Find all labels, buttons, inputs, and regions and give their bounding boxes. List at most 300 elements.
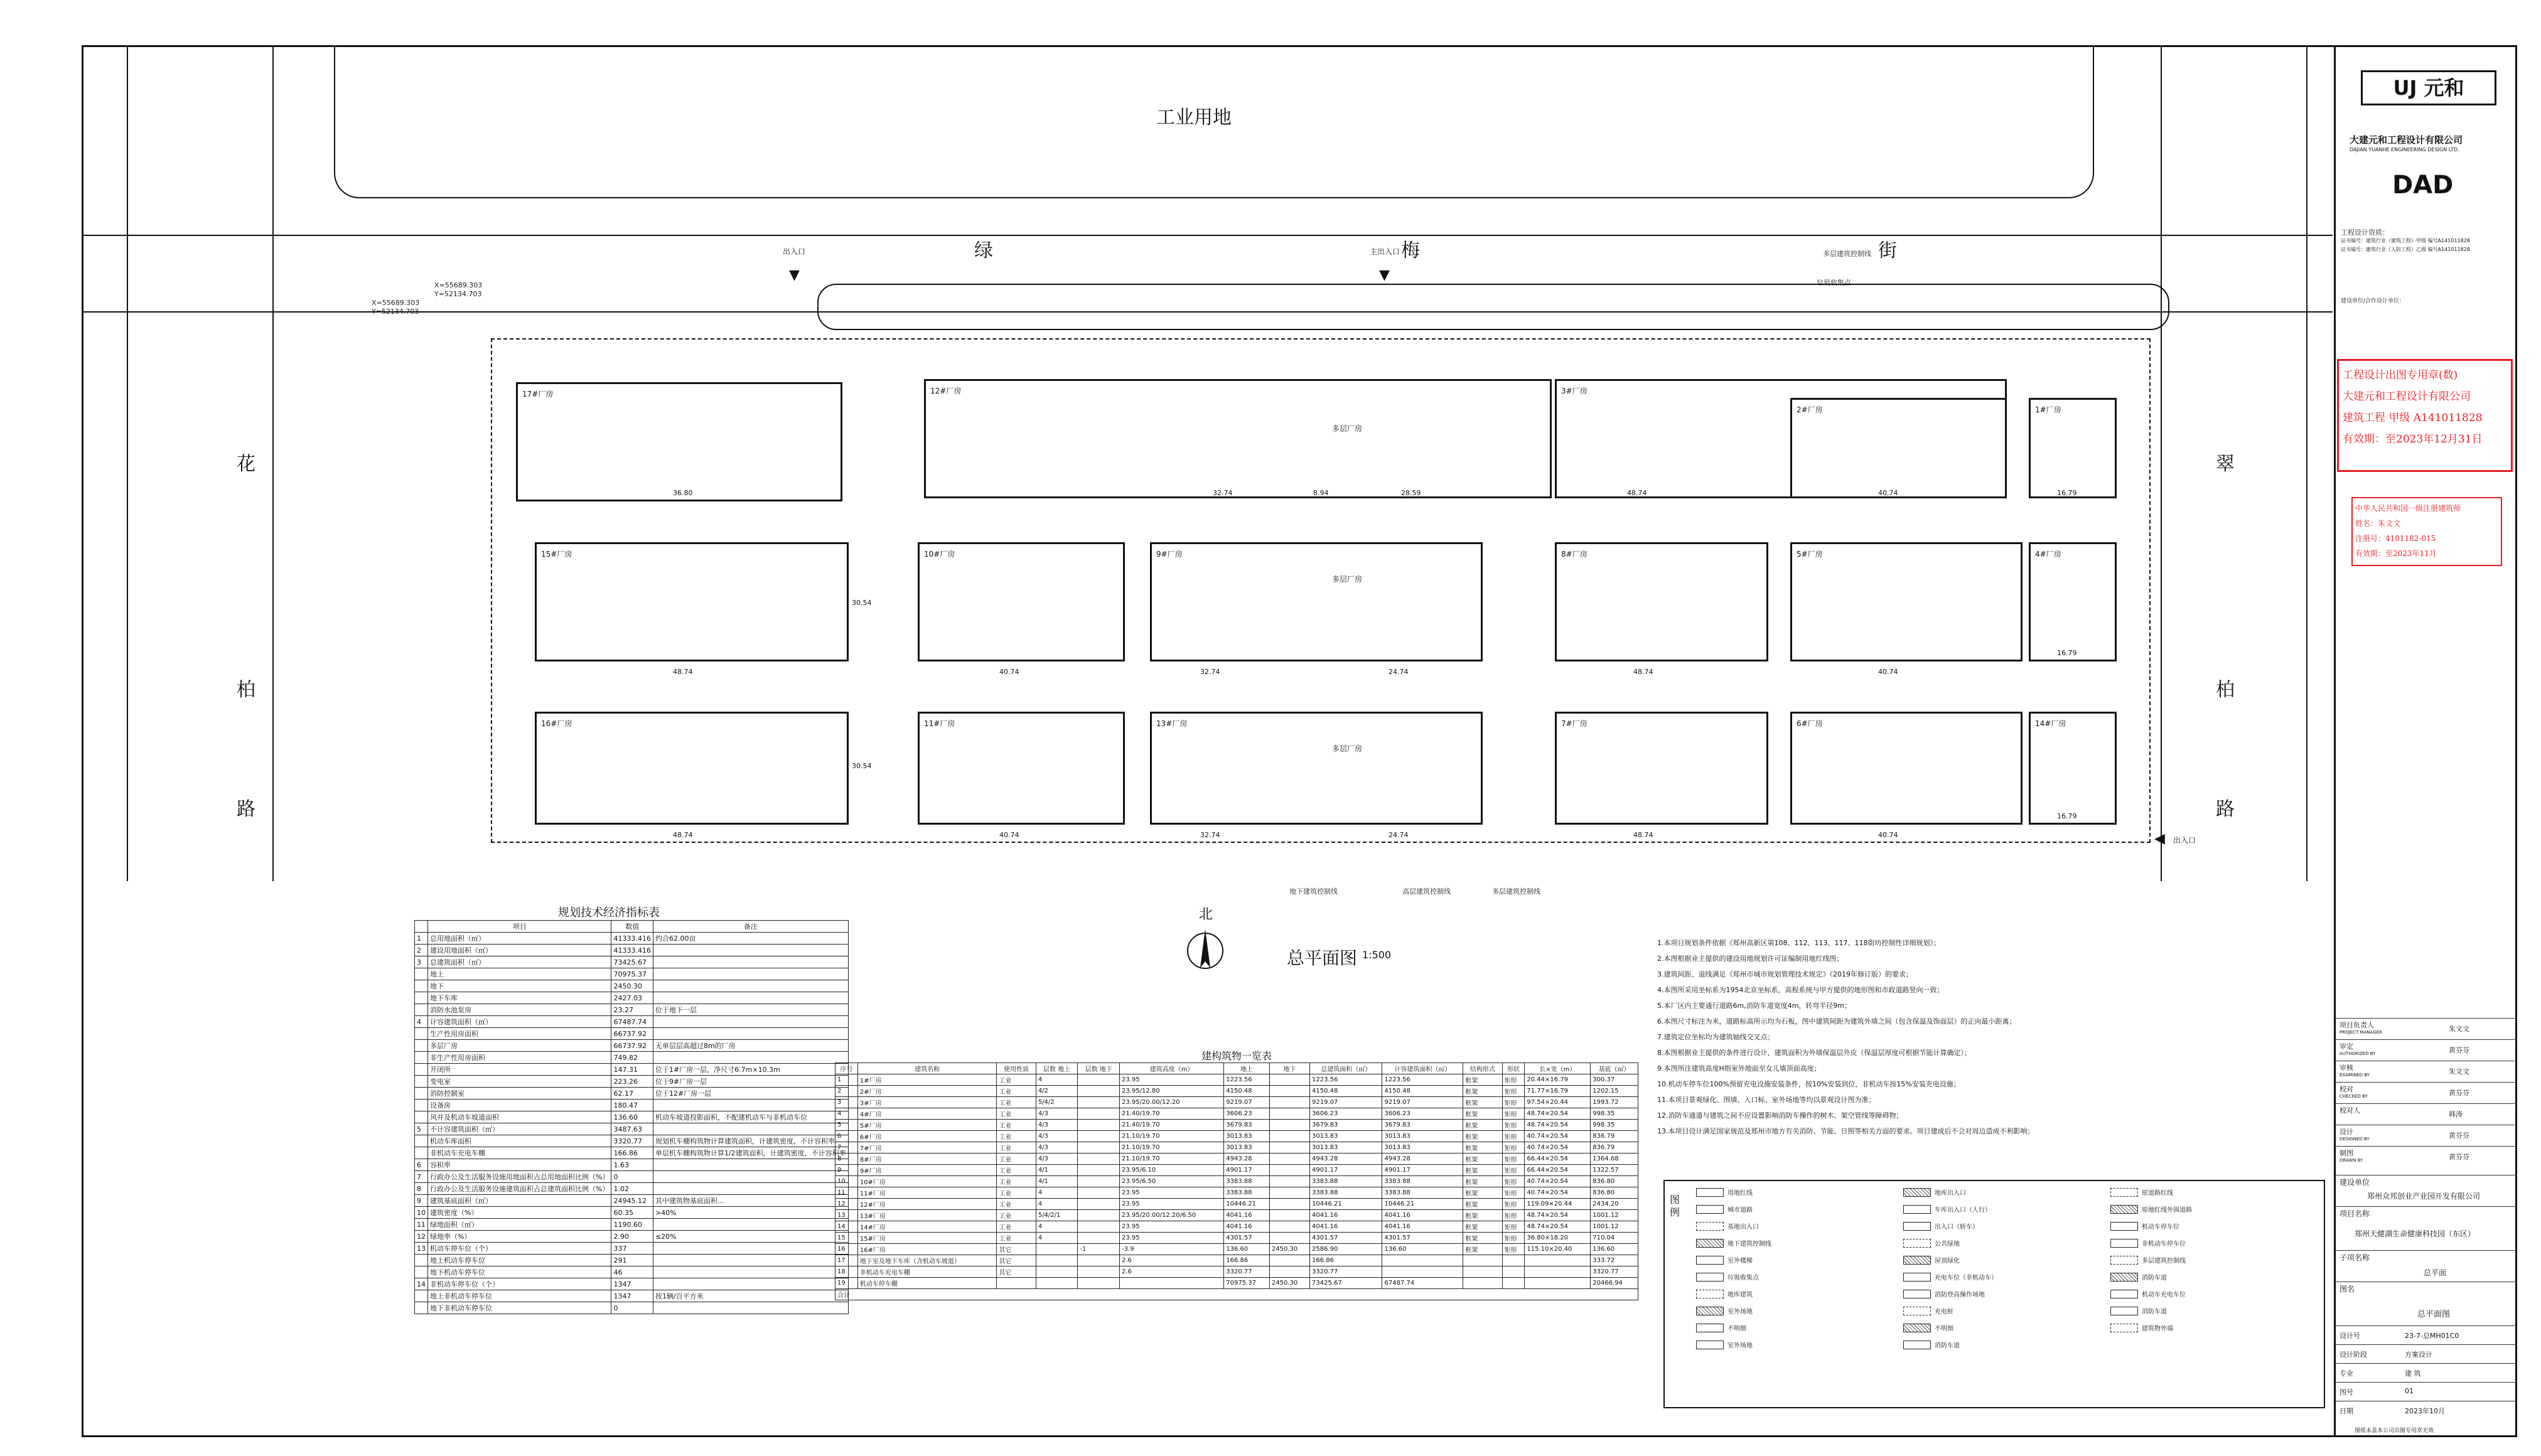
building-list-cell: 4901.17 [1382,1165,1463,1176]
building-list-cell: 10#厂房 [857,1176,997,1187]
building-list-row [835,1233,1638,1244]
building-list-row [835,1266,1638,1278]
building-list-cell: 4/1 [1036,1176,1078,1187]
legend-label: 屋顶绿化 [1935,1258,1960,1265]
econ-cell [415,1028,428,1040]
building-9-multi-label: 多层厂房 [1332,575,1363,584]
building-list-cell: 4901.17 [1224,1165,1270,1176]
econ-cell: 计容建筑面积（㎡） [428,1016,611,1028]
econ-cell: 749.82 [611,1052,653,1064]
role-person: 朱文文 [2449,1068,2469,1076]
building-14 [2029,712,2117,825]
building-16-width: 48.74 [673,831,693,839]
legend-swatch-icon [1696,1307,1724,1315]
role-title-en: PROJECT MANAGER [2340,1030,2382,1035]
building-list-cell: 3320.77 [1310,1266,1382,1278]
econ-cell: 3320.77 [611,1135,653,1147]
legend-swatch-icon [1696,1239,1724,1248]
building-12-multi-width: 8.94 [1313,489,1329,497]
design-note: 8.本图根据业主提供的条件进行设计，建筑面积为外墙保温层外皮（保温层厚度可根据节能计算确定）； [1657,1049,1971,1057]
legend-label: 地库出入口 [1935,1190,1966,1197]
building-list-cell: -1 [1078,1244,1120,1255]
building-list-total-label: 合计 [835,1289,1638,1300]
building-list-cell: 工业 [997,1120,1036,1131]
client-row [2336,1175,2517,1206]
building-11 [918,712,1125,825]
street-left-char-1: 花 [237,453,255,475]
building-list-cell: 4 [1036,1074,1078,1086]
building-list-cell: 48.74×20.54 [1525,1108,1591,1120]
signature-row [2336,1082,2517,1104]
econ-cell: 8 [415,1183,428,1195]
building-list-cell [1525,1278,1591,1289]
econ-row [415,1100,849,1111]
building-list-cell: 21.10/19.70 [1120,1154,1224,1165]
building-list-cell: 4150.48 [1310,1086,1382,1097]
building-17 [516,382,842,501]
legend-item [1696,1306,1903,1315]
building-list-table [835,1063,1638,1300]
econ-cell: 地下车库 [428,992,611,1004]
legend-swatch-icon [2110,1324,2138,1332]
building-list-cell: 工业 [997,1086,1036,1097]
client-label: 建设单位 [2340,1178,2370,1187]
legend-item [2110,1255,2318,1265]
building-list-cell: 21.10/19.70 [1120,1131,1224,1142]
building-list-cell [1382,1255,1463,1266]
subitem-name: 总平面 [2424,1268,2447,1277]
econ-cell [653,1159,848,1171]
info-value: 01 [2405,1387,2414,1395]
legend-label: 不明细 [1727,1325,1746,1332]
econ-col-item: 项目 [428,921,611,933]
design-note: 5.本厂区内主要通行道路6m,消防车道宽度4m，转弯半径9m； [1657,1002,1852,1010]
building-list-cell: 框架 [1463,1097,1502,1108]
building-list-row [835,1221,1638,1233]
building-list-cell: 4150.48 [1224,1086,1270,1097]
econ-row [415,1076,849,1088]
building-3-label: 3#厂房 [1561,387,1587,395]
legend-item [1696,1221,1903,1231]
econ-cell [653,992,848,1004]
building-10-width: 40.74 [999,668,1019,676]
econ-cell: 4 [415,1016,428,1028]
building-list-cell: 3013.83 [1310,1142,1382,1154]
building-list-cell: 4301.57 [1382,1233,1463,1244]
building-list-cell: 框架 [1463,1176,1502,1187]
building-list-cell: 矩形 [1502,1244,1525,1255]
econ-cell [653,1052,848,1064]
legend-swatch-icon [1903,1239,1931,1248]
econ-cell [415,992,428,1004]
building-list-cell [1269,1086,1309,1097]
econ-cell [653,1243,848,1255]
building-list-cell [1269,1108,1309,1120]
econ-cell: 41333.416 [611,945,653,956]
building-list-cell: 5/4/2/1 [1036,1210,1078,1221]
econ-cell: 机动车库面积 [428,1135,611,1147]
econ-cell: 0 [611,1171,653,1183]
legend-swatch-icon [1903,1256,1931,1265]
econ-cell: 消防控制室 [428,1088,611,1100]
legend-item [2110,1272,2318,1282]
building-list-row [835,1255,1638,1266]
building-5-width: 40.74 [1878,668,1898,676]
building-list-cell [1269,1074,1309,1086]
street-right-char-3: 路 [2216,798,2235,820]
building-list-cell: 3606.23 [1310,1108,1382,1120]
building-list-cell [1269,1154,1309,1165]
building-list-cell: 2450.30 [1269,1244,1309,1255]
econ-cell: 1347 [611,1278,653,1290]
building-list-header: 结构形式 [1463,1063,1502,1074]
info-value: 方案设计 [2405,1351,2432,1359]
street-left-char-3: 路 [237,798,255,820]
econ-cell: 位于地下一层 [653,1004,848,1016]
econ-cell [415,1100,428,1111]
econ-cell: 约合62.00亩 [653,933,848,945]
building-list-cell: 工业 [997,1165,1036,1176]
building-list-cell: 48.74×20.54 [1525,1120,1591,1131]
signature-row [2336,1125,2517,1147]
legend-swatch-icon [1696,1188,1724,1197]
building-list-cell: 4/3 [1036,1142,1078,1154]
econ-row [415,1183,849,1195]
building-list-cell: 4 [1036,1187,1078,1199]
building-list-cell [1269,1176,1309,1187]
building-list-cell: 19 [835,1278,858,1289]
legend-item [1696,1204,1903,1214]
econ-cell: 不计容建筑面积（㎡） [428,1123,611,1135]
building-6-label: 6#厂房 [1797,719,1823,728]
building-list-cell: 矩形 [1502,1108,1525,1120]
building-list-cell: 7 [835,1142,858,1154]
legend-label: 车库出入口（人行） [1935,1207,1991,1214]
econ-cell: 建设用地面积（㎡） [428,945,611,956]
building-list-cell: 40.74×20.54 [1525,1142,1591,1154]
econ-cell [415,980,428,992]
legend-label: 地下建筑控制线 [1727,1241,1771,1248]
building-list-cell: 23.95 [1120,1221,1224,1233]
building-list-cell: 3383.88 [1382,1187,1463,1199]
econ-cell: 机动车停车位（个） [428,1243,611,1255]
role-person: 朱文文 [2449,1025,2469,1033]
econ-cell: 11 [415,1219,428,1231]
building-4-label: 4#厂房 [2035,550,2061,559]
legend-swatch-icon [1903,1341,1931,1349]
building-list-cell [1463,1278,1502,1289]
company-name-en: DAJIAN YUANHE ENGINEERING DESIGN LTD. [2350,147,2459,153]
building-4 [2029,542,2117,661]
building-list-cell: 48.74×20.54 [1525,1210,1591,1221]
building-list-cell: 其它 [997,1255,1036,1266]
building-list-cell: 矩形 [1502,1154,1525,1165]
building-list-cell: 工业 [997,1131,1036,1142]
drawing-name: 总平面图 [2417,1310,2451,1319]
econ-cell [653,1219,848,1231]
building-list-cell: 1223.56 [1382,1074,1463,1086]
building-list-cell [1269,1142,1309,1154]
econ-cell [415,1004,428,1016]
building-list-cell: 36.80×18.20 [1525,1233,1591,1244]
info-row [2336,1382,2517,1401]
legend-swatch-icon [1903,1273,1931,1282]
signature-row [2336,1061,2517,1083]
building-list-cell: 4041.16 [1382,1221,1463,1233]
role-title: 校对 [2340,1085,2353,1093]
econ-cell: 绿地面积（㎡） [428,1219,611,1231]
building-list-cell: 13#厂房 [857,1210,997,1221]
building-list-cell: 框架 [1463,1120,1502,1131]
econ-cell: 变电室 [428,1076,611,1088]
econ-cell: 13 [415,1243,428,1255]
building-list-cell: 2.6 [1120,1266,1224,1278]
building-list-header: 序号 [835,1063,858,1074]
design-note: 7.建筑定位坐标均为建筑轴线交叉点； [1657,1033,1775,1041]
econ-cell: 23.27 [611,1004,653,1016]
econ-cell: 行政办公及生活服务设施用地面积占总用地面积比例（%） [428,1171,611,1183]
building-list-cell [997,1278,1036,1289]
econ-row [415,1219,849,1231]
building-list-cell: 1364.68 [1591,1154,1638,1165]
econ-cell [653,1255,848,1266]
building-list-cell: 4041.16 [1382,1210,1463,1221]
building-list-row [835,1086,1638,1097]
building-list-cell: 12 [835,1199,858,1210]
building-list-cell: 框架 [1463,1074,1502,1086]
econ-row [415,1278,849,1290]
econ-cell: 291 [611,1255,653,1266]
building-1-width: 16.79 [2057,489,2077,497]
info-label: 设计阶段 [2340,1351,2367,1359]
building-12-multi-label: 多层厂房 [1332,424,1363,433]
building-list-cell: 3#厂房 [857,1097,997,1108]
building-list-cell: 115.10×20.40 [1525,1244,1591,1255]
role-title: 审核 [2340,1064,2353,1072]
legend-swatch-icon [1696,1205,1724,1214]
legend-label: 基地出入口 [1727,1224,1759,1231]
role-person: 黄芬芬 [2449,1132,2469,1140]
econ-cell [653,1016,848,1028]
econ-cell: >40% [653,1207,848,1219]
building-list-header: 形状 [1502,1063,1525,1074]
building-list-cell: 17 [835,1255,858,1266]
legend-label: 消防车道 [2142,1309,2167,1315]
legend-item [2110,1221,2318,1231]
design-note: 1.本项目规划条件依据《郑州高新区第108、112、113、117、118街坊控制性详细规划》； [1657,939,1940,947]
building-list-cell: 框架 [1463,1210,1502,1221]
legend-title: 图例 [1670,1194,1680,1218]
building-list-cell: 71.77×16.79 [1525,1086,1591,1097]
building-list-cell: 9219.07 [1224,1097,1270,1108]
building-list-cell [1078,1199,1120,1210]
coord-y-2: Y=52134.703 [372,308,419,316]
info-value: 2023年10月 [2405,1407,2445,1415]
building-list-cell: 23.95 [1120,1074,1224,1086]
econ-cell: 2.90 [611,1231,653,1243]
econ-cell [653,1123,848,1135]
legend-swatch-icon [1903,1307,1931,1315]
building-list-row [835,1210,1638,1221]
building-7-label: 7#厂房 [1561,719,1587,728]
econ-row [415,1243,849,1255]
building-list-cell: 工业 [997,1097,1036,1108]
building-list-cell: 3013.83 [1310,1131,1382,1142]
building-list-cell: 16#厂房 [857,1244,997,1255]
econ-cell: 非生产性用房面积 [428,1052,611,1064]
building-12 [924,379,1552,498]
econ-cell [415,1052,428,1064]
role-title-en: DRAWN BY [2340,1158,2363,1163]
legend-swatch-icon [2110,1290,2138,1298]
callout-highrise-line: 高层建筑控制线 [1402,887,1451,896]
building-list-cell: 300.37 [1591,1074,1638,1086]
legend-swatch-icon [2110,1188,2138,1197]
architect-seal [2351,497,2502,566]
building-list-cell: 其它 [997,1266,1036,1278]
legend-item [1903,1323,2110,1332]
building-list-cell: 4041.16 [1310,1210,1382,1221]
building-list-cell: 136.60 [1591,1244,1638,1255]
econ-cell: 2 [415,945,428,956]
qualification-line-1: 证书编号：建筑行业（建筑工程）甲级 编号A141011828 [2341,238,2470,244]
building-8-label: 8#厂房 [1561,550,1587,559]
econ-row [415,1135,849,1147]
building-list-row [835,1142,1638,1154]
econ-cell: 地上 [428,968,611,980]
info-label: 图号 [2340,1388,2353,1396]
building-list-cell [1269,1165,1309,1176]
north-label: 北 [1199,907,1213,923]
econ-cell: 地上机动车停车位 [428,1255,611,1266]
building-list-cell: 10446.21 [1382,1199,1463,1210]
legend-swatch-icon [2110,1307,2138,1315]
building-15-label: 15#厂房 [541,550,572,559]
building-list-cell: 10446.21 [1224,1199,1270,1210]
legend-item [1696,1340,1903,1349]
econ-cell: 2427.03 [611,992,653,1004]
econ-cell: 12 [415,1231,428,1243]
building-list-header: 计容建筑面积（㎡） [1382,1063,1463,1074]
building-list-cell: 4#厂房 [857,1108,997,1120]
building-list-cell: 4 [1036,1199,1078,1210]
signature-row [2336,1146,2517,1168]
building-list-header: 使用性质 [997,1063,1036,1074]
econ-cell: 46 [611,1266,653,1278]
building-11-width: 40.74 [999,831,1019,839]
building-list-cell: 48.74×20.54 [1525,1221,1591,1233]
building-list-cell: 矩形 [1502,1210,1525,1221]
econ-cell [415,1076,428,1088]
building-list-cell: 21.10/19.70 [1120,1142,1224,1154]
depth-dim-a: 30.54 [852,599,872,607]
legend-swatch-icon [1696,1273,1724,1282]
building-list-row [835,1187,1638,1199]
legend-label: 出入口（轿车） [1935,1224,1979,1231]
design-note: 2.本图根据业主提供的建设用地规划许可证编制用地红线图； [1657,955,1844,963]
econ-row [415,1255,849,1266]
building-list-cell: 框架 [1463,1221,1502,1233]
green-belt [817,284,2169,330]
building-list-cell: 10 [835,1176,858,1187]
building-list-cell: 136.60 [1382,1244,1463,1255]
building-list-cell: 3679.83 [1382,1120,1463,1131]
building-11-label: 11#厂房 [924,719,955,728]
legend-item [1696,1289,1903,1298]
building-list-cell [1269,1233,1309,1244]
legend-item [2110,1187,2318,1197]
legend-item [2110,1323,2318,1332]
info-label: 专业 [2340,1369,2353,1378]
role-person: 黄芬芬 [2449,1153,2469,1161]
building-list-cell: 工业 [997,1199,1036,1210]
econ-cell: 60.35 [611,1207,653,1219]
building-list-cell [1078,1074,1120,1086]
building-list-cell: 矩形 [1502,1097,1525,1108]
legend-swatch-icon [2110,1205,2138,1214]
building-17-label: 17#厂房 [522,390,554,399]
econ-cell: 容积率 [428,1159,611,1171]
building-list-cell: 2 [835,1086,858,1097]
building-list-cell: 16 [835,1244,858,1255]
building-9 [1150,542,1483,661]
building-list-cell: 机动车停车棚 [857,1278,997,1289]
building-list-cell: 矩形 [1502,1233,1525,1244]
seal-line-1: 工程设计出图专用章(数) [2343,369,2458,382]
building-list-cell: 3679.83 [1310,1120,1382,1131]
legend-item [1903,1272,2110,1282]
architect-seal-line-2: 姓名：朱文文 [2355,519,2401,528]
building-9-width: 32.74 [1200,668,1220,676]
building-list-cell: 3383.88 [1310,1176,1382,1187]
econ-cell: 166.86 [611,1147,653,1159]
street-right-char-1: 翠 [2216,453,2235,475]
building-list-cell: 23.95/20.00/12.20/6.50 [1120,1210,1224,1221]
signature-row [2336,1018,2517,1040]
role-title-en: AUTHORIZED BY [2340,1051,2376,1056]
building-12-fire-width: 28.59 [1401,489,1421,497]
building-list-row [835,1176,1638,1187]
building-list-cell: 40.74×20.54 [1525,1131,1591,1142]
building-8-width: 48.74 [1633,668,1653,676]
legend-item [1903,1289,2110,1298]
building-list-cell: 非机动车充电车棚 [857,1266,997,1278]
building-list-cell: 97.54×20.44 [1525,1097,1591,1108]
building-list-row [835,1097,1638,1108]
building-list-cell [1269,1199,1309,1210]
dad-logo: DAD [2392,171,2454,200]
econ-cell: ≤20% [653,1231,848,1243]
building-list-cell [1078,1255,1120,1266]
legend-swatch-icon [2110,1222,2138,1231]
role-title: 制图 [2340,1149,2353,1157]
legend-swatch-icon [2110,1239,2138,1248]
econ-cell: 建筑密度（%） [428,1207,611,1219]
building-list-cell: 40.74×20.54 [1525,1187,1591,1199]
building-list-cell: 1001.12 [1591,1210,1638,1221]
building-list-cell: 5 [835,1120,858,1131]
building-list-cell: 框架 [1463,1165,1502,1176]
building-list-cell: 工业 [997,1074,1036,1086]
econ-cell: 10 [415,1207,428,1219]
econ-cell [653,1302,848,1314]
building-list-row [835,1131,1638,1142]
econ-cell: 147.31 [611,1064,653,1076]
building-list-cell: 1223.56 [1224,1074,1270,1086]
econ-col-note: 备注 [653,921,848,933]
building-13-multi-width: 24.74 [1389,831,1409,839]
econ-row [415,1159,849,1171]
